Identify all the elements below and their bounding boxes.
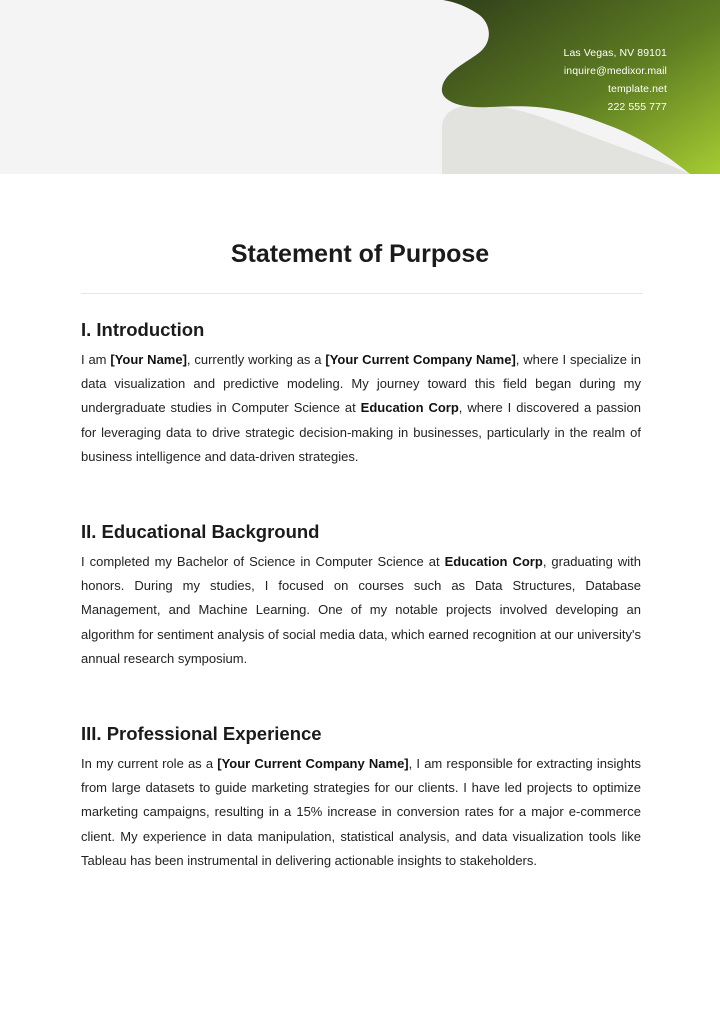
emphasized-text: [Your Current Company Name] (217, 756, 409, 771)
section-educational-background (81, 520, 641, 671)
emphasized-text: Education Corp (360, 400, 459, 416)
contact-phone: 222 555 777 (607, 101, 667, 113)
title-divider (81, 293, 643, 294)
section-body (81, 550, 641, 671)
section-introduction (81, 318, 641, 469)
section-professional-experience (81, 722, 641, 873)
body-text: , where I discovered a passion for leveraging data to drive strategic decision-making in businesses, particularly in the realm of business intelligence and data-driven strategies. (81, 400, 641, 464)
body-text: , I am responsible for extracting insights from large datasets to guide marketing strategies for our clients. I have led projects to optimize marketing campaigns, resulting in a 15% increase in conversion rates for a major e-commerce client. My experience in data manipulation, statistical analysis, and data visualization tools like Tableau has been instrumental in delivering actionable insights to stakeholders. (81, 756, 641, 868)
body-text: I completed my Bachelor of Science in Computer Science at (81, 554, 445, 569)
section-heading: III. Professional Experience (81, 723, 322, 744)
body-text: , currently working as a (186, 352, 326, 367)
section-body (81, 752, 641, 873)
body-text: In my current role as a (81, 756, 218, 771)
body-text: , where I specialize in data visualization and predictive modeling. My journey toward this field began during my undergraduate studies in Computer Science at (81, 352, 641, 416)
document-title: Statement of Purpose (230, 240, 490, 268)
contact-info (564, 44, 667, 116)
contact-website[interactable]: template.net (608, 83, 667, 95)
body-text: , graduating with honors. During my studies, I focused on courses such as Data Structures, Database Management, and Machine Learning. One of my notable projects involved developing an algorithm for sentiment analysis of social media data, which earned recognition at our university's annual research symposium. (81, 554, 641, 666)
header-band (0, 0, 720, 174)
emphasized-text: [Your Current Company Name] (325, 352, 516, 367)
section-heading: II. Educational Background (81, 521, 320, 542)
section-heading: I. Introduction (81, 319, 205, 340)
section-body (81, 348, 641, 469)
body-text: I am (81, 352, 111, 367)
emphasized-text: [Your Name] (110, 352, 187, 367)
contact-address: Las Vegas, NV 89101 (563, 47, 667, 59)
contact-email[interactable]: inquire@medixor.mail (563, 65, 667, 77)
emphasized-text: Education Corp (444, 554, 543, 569)
